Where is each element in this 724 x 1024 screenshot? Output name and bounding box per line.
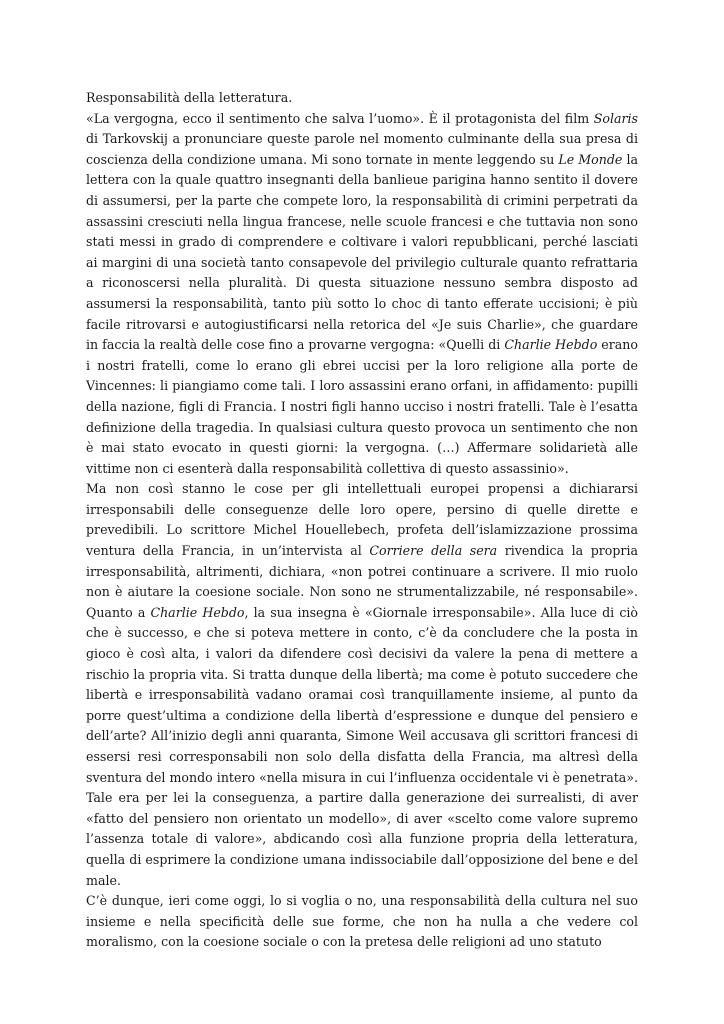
text-run: la lettera con la quale quattro insegnanti della banlieue parigina hanno sentito il dovere di assumersi, per la parte che compete loro, la responsabilità di crimini perpetrati da assassini cresciuti nella lingua francese, nelle scuole francesi e che tuttavia non sono stati messi in grado di comprendere e coltivare i valori repubblicani, perché lasciati ai margini di una società tanto consapevole del privilegio culturale quanto refrattaria a riconoscersi nella pluralità. Di questa situazione nessuno sembra disposto ad assumersi la responsabilità, tanto più sotto lo choc di tanto efferate uccisioni; è più facile ritrovarsi e autogiustificarsi nella retorica del «Je suis Charlie», che guardare in faccia la realtà delle cose fino a provarne vergogna: «Quelli di xyxy=(86,151,638,353)
document-title: Responsabilità della letteratura. xyxy=(86,90,293,105)
text-run: C’è dunque, ieri come oggi, lo si voglia o no, una responsabilità della cultura nel suo insieme e nella specificità delle sue forme, che non ha nulla a che vedere col moralismo, con la coesione sociale o con la pretesa delle religioni ad uno statuto xyxy=(86,893,638,950)
italic-text-run: Charlie Hebdo xyxy=(150,604,245,620)
paragraph xyxy=(86,891,638,953)
italic-text-run: Solaris xyxy=(593,110,638,126)
italic-text-run: Le Monde xyxy=(558,151,623,167)
text-run: Ma non così stanno le cose per gli intellettuali europei propensi a dichiararsi irresponsabili delle conseguenze delle loro opere, persino di quelle dirette e prevedibili. Lo scrittore Michel Houellebech, profeta dell’islamizzazione prossima ventura della Francia, in un’intervista al xyxy=(86,481,638,559)
text-run: rivendica la propria irresponsabilità, altrimenti, dichiara, «non potrei continuare a scrivere. Il mio ruolo non è aiutare la coesione sociale. Non sono ne strumentalizzabile, né responsabile». Quanto a xyxy=(86,543,638,620)
italic-text-run: Charlie Hebdo xyxy=(504,337,598,353)
text-run: di Tarkovskij a pronunciare queste parole nel momento culminante della sua presa di coscienza della condizione umana. Mi sono tornate in mente leggendo su xyxy=(86,131,638,167)
text-run: erano i nostri fratelli, come lo erano gli ebrei uccisi per la loro religione alla porte de Vincennes: li piangiamo come tali. I loro assassini erano orfani, in affidamento: pupilli della nazione, figli di Francia. I nostri figli hanno ucciso i nostri fratelli. Tale è l’esatta definizione della tragedia. In qualsiasi cultura questo provoca un sentimento che non è mai stato evocato in questi giorni: la vergogna. (…) Affermare solidarietà alle vittime non ci esenterà dalla responsabilità collettiva di questo assassinio». xyxy=(86,337,638,476)
paragraph xyxy=(86,109,638,480)
document-page xyxy=(86,88,638,953)
paragraph xyxy=(86,479,638,891)
text-run: , la sua insegna è «Giornale irresponsabile». Alla luce di ciò che è successo, e che si poteva mettere in conto, c’è da concludere che la posta in gioco è così alta, i valori da difendere così decisivi da valere la pena di mettere a rischio la propria vita. Si tratta dunque della libertà; ma come è potuto succedere che libertà e irresponsabilità vadano oramai così tranquillamente insieme, al punto da porre quest’ultima a condizione della libertà d’espressione e dunque del pensiero e dell’arte? All’inizio degli anni quaranta, Simone Weil accusava gli scrittori francesi di essersi resi corresponsabili non solo della disfatta della Francia, ma altresì della sventura del mondo intero «nella misura in cui l’influenza occidentale vi è penetrata». Tale era per lei la conseguenza, a partire dalla generazione dei surrealisti, di aver «fatto del pensiero non orientato un modello», di aver «scelto come valore supremo l’assenza totale di valore», abdicando così alla funzione propria della letteratura, quella di esprimere la condizione umana indissociabile dall’opposizione del bene e del male. xyxy=(86,604,638,888)
text-run: «La vergogna, ecco il sentimento che salva l’uomo». È il protagonista del film xyxy=(86,110,594,126)
italic-text-run: Corriere della sera xyxy=(369,543,498,559)
